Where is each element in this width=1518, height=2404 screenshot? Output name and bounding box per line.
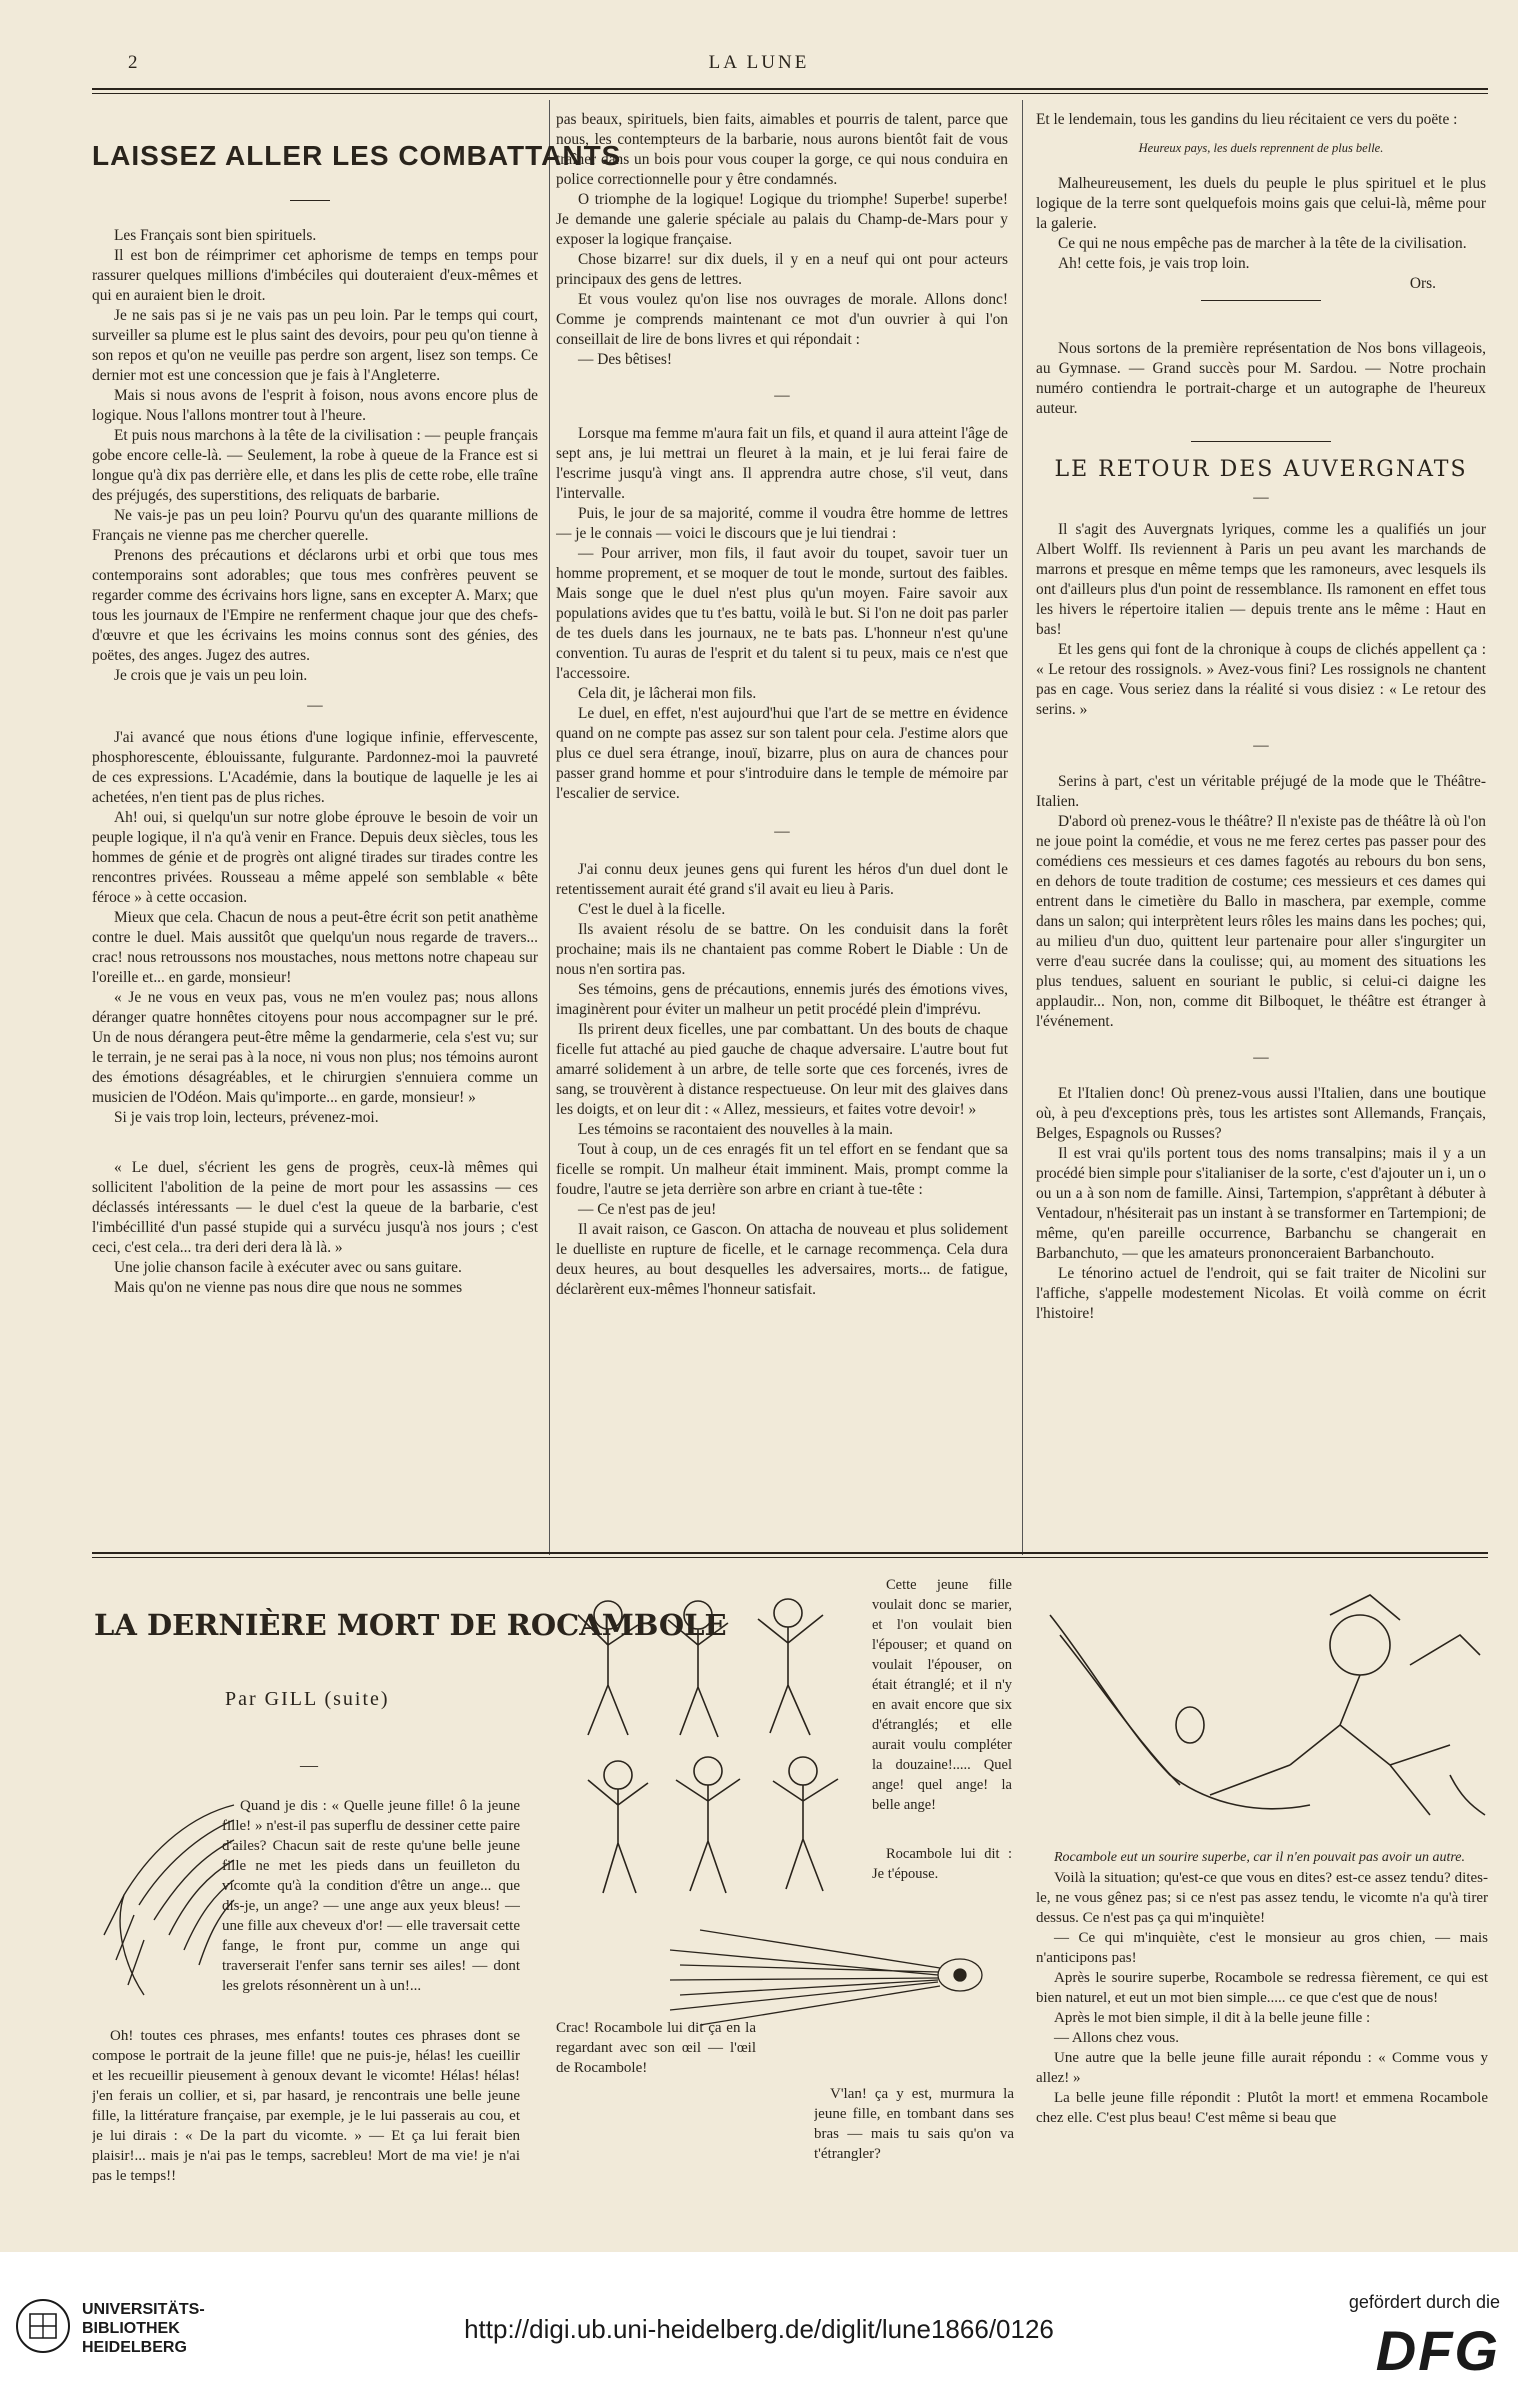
- paragraph: Ils avaient résolu de se battre. On les conduisit dans la forêt prochaine; mais ils ne chantaient pas comme Robert le Diable : Un de nous n'en sortira pas.: [556, 921, 1008, 978]
- article-title-rocambole: LA DERNIÈRE MORT DE ROCAMBOLE: [94, 1608, 727, 1642]
- title-rule: [290, 200, 330, 201]
- article-title-combattants: LAISSEZ ALLER LES COMBATTANTS: [92, 140, 622, 171]
- header-rule: [92, 88, 1488, 90]
- paragraph: — Des bêtises!: [578, 351, 673, 368]
- paragraph: Il est vrai qu'ils portent tous des noms transalpins; mais il y a un procédé bien simple pour s'italianiser de la sorte, c'est d'ajouter un i, un o ou un a à son nom de famille. Ainsi, Tartempion, s'apprêtant à débuter à Ventadour, n'hésiterait pas un instant à se transformer en Tartempioni; de même, qu'en pareille occurrence, Barbanchu se changerait en Barbanchuto, — que les amateurs prononceraient Barbanchouto.: [1036, 1145, 1486, 1262]
- theatre-notice: Nous sortons de la première représentation de Nos bons villageois, au Gymnase. — Grand succès pour M. Sardou. — Notre prochain numéro contiendra le portrait-charge et un autographe de l'heureux auteur.: [1036, 340, 1486, 417]
- section-rule: [92, 1552, 1488, 1554]
- funding-note: gefördert durch die: [1348, 2292, 1500, 2312]
- paragraph: Serins à part, c'est un véritable préjugé de la mode que le Théâtre-Italien.: [1036, 773, 1486, 810]
- paragraph: Et le lendemain, tous les gandins du lieu récitaient ce vers du poëte :: [1036, 111, 1458, 128]
- paragraph: Prenons des précautions et déclarons urbi et orbi que tous mes contemporains sont adorables; que tous mes confrères peuvent se regarder comme des écrivains hors ligne, sans en excepter A. Marx; que tous les journaux de l'Empire ne renferment chaque jour que des chefs-d'œuvre et que les écrivains les moins connus sont des génies, des poëtes, des anges. Jugez des autres.: [92, 547, 538, 664]
- paragraph: pas beaux, spirituels, bien faits, aimables et pourris de talent, parce que nous, les contempteurs de la barbarie, nous aurons bientôt fait de vous traîner dans un bois pour vous couper la gorge, ce qui nous conduira en police correctionnelle pour y être condamnés.: [556, 111, 1008, 188]
- paragraph: Ils prirent deux ficelles, une par combattant. Un des bouts de chaque ficelle fut attaché au pied gauche de chaque adversaire. L'autre bout fut amarré solidement à un arbre, de telle sorte que ces forcenés, ivres de sang, se trouvèrent à distance respectueuse. On leur mit des glaives dans les doigts, et on leur dit : « Allez, messieurs, et faites votre devoir! »: [556, 1021, 1008, 1118]
- article-title-auvergnats: LE RETOUR DES AUVERGNATS: [1054, 457, 1468, 482]
- caption-young-girl: Cette jeune fille voulait donc se marier, et l'on voulait bien l'épouser; et quand on voulait l'épouser, on était étranglé; et il n'y en avait encore que six d'étranglés; et elle aurait voulu compléter la douzaine!..... Quel ange! quel ange! la belle ange!: [872, 1577, 1012, 1813]
- paragraph: — Pour arriver, mon fils, il faut avoir du toupet, savoir tuer un homme proprement, et se moquer de tout le monde, surtout des faibles. Mais songe que le duel n'est plus qu'un moyen. Faire savoir aux populations avides que tu t'es battu, voilà le but. Si l'on ne doit pas parler de tes duels dans les journaux, ne te bats pas. L'honneur n'est qu'une convention. Tu auras de l'esprit et du talent si tu peux, mais ce n'est que l'accessoire.: [556, 545, 1008, 682]
- paragraph: Le ténorino actuel de l'endroit, qui se fait traiter de Nicolini sur l'affiche, s'appelle modestement Nicolas. Et voilà comme on écrit l'histoire!: [1036, 1265, 1486, 1322]
- angel-text-continued: [92, 2026, 520, 2236]
- paragraph: Il avait raison, ce Gascon. On attacha de nouveau et plus solidement le duelliste en rupture de ficelle, et le carnage recommença. Cela dura deux heures, au bout desquelles les adversaires, morts... de fatigue, déclarèrent eux-mêmes l'honneur satisfait.: [556, 1221, 1008, 1298]
- masthead-title: LA LUNE: [708, 52, 810, 73]
- paragraph: Si je vais trop loin, lecteurs, prévenez-moi.: [114, 1109, 379, 1126]
- source-url[interactable]: http://digi.ub.uni-heidelberg.de/diglit/lune1866/0126: [464, 2314, 1054, 2344]
- right-text: Rocambole eut un sourire superbe, car il n'en pouvait pas avoir un autre. Voilà la situation; qu'est-ce que vous en dites? est-ce assez tendu? dites-le, ne vous gênez pas; si ce n'est pas assez tendu, le vicomte n'a qu'à tirer dessus. Ce n'est pas ça qui m'inquiète! — Ce qui m'inquiète, c'est le monsieur au gros chien, — mais n'anticipons pas! Après le sourire superbe, Rocambole se redressa fièrement, ce qui est bien naturel, et eut un mot bien simple..... ce que c'est que de nous! Après le mot bien simple, il dit à la belle jeune fille : — Allons chez vous. Une autre que la belle jeune fille aurait répondu : « Comme vous y allez! » La belle jeune fille répondit : Plutôt la mort! et emmena Rocambole chez elle. C'est plus beau! C'est même si beau que: [1036, 1850, 1488, 2126]
- paragraph: Il est bon de réimprimer cet aphorisme de temps en temps pour rassurer quelques millions d'imbéciles qui douteraient d'eux-mêmes et qui en auraient bien le droit.: [92, 247, 538, 304]
- eye-rays-illustration: [660, 1920, 1010, 2030]
- paragraph: J'ai avancé que nous étions d'une logique infinie, effervescente, phosphorescente, éblouissante, fulgurante. Pardonnez-moi la pauvreté de ces expressions. L'Académie, dans la boutique de laquelle je les ai achetées, n'en tient pas de plus riches.: [92, 729, 538, 806]
- paragraph: Cela dit, je lâcherai mon fils.: [578, 685, 757, 702]
- paragraph: Ah! oui, si quelqu'un sur notre globe éprouve le besoin de voir un peuple logique, il n'a qu'à venir en France. Depuis deux siècles, tous les hommes de génie et de progrès ont aligné tirades sur tirades contre les rencontres privées. Rousseau a même appelé son semblable « bête féroce » à cette occasion.: [92, 809, 538, 906]
- verse: Heureux pays, les duels reprennent de plus belle.: [1138, 141, 1384, 155]
- column-divider-2: [1022, 100, 1023, 1555]
- angel-paragraph-2: Oh! toutes ces phrases, mes enfants! toutes ces phrases dont se compose le portrait de la jeune fille! que ne puis-je, hélas! les cueillir et les recueillir pieusement à genoux devant le vicomte! Hélas! hélas! j'en ferais un collier, et si, par hasard, je rencontrais une belle jeune fille, la littérature française, par exemple, je le lui passerais au cou, et je lui dirais : « De la part du vicomte. » — Et ça lui ferait bien plaisir!... mais je n'ai pas le temps, sacrebleu! Mort de ma vie! je n'ai pas le temps!!: [92, 2028, 520, 2184]
- paragraph: Ah! cette fois, je vais trop loin.: [1058, 255, 1250, 272]
- angel-paragraph-1: Quand je dis : « Quelle jeune fille! ô la jeune fille! » n'est-il pas superflu de dessiner cette paire d'ailes? Chacun sait de reste qu'une belle jeune fille ne met les pieds dans un feuilleton du vicomte qu'à la condition d'être un ange... que dis-je, un ange? — une ange aux yeux bleus! — une fille aux cheveux d'or! — elle traversait cette fange, le front pur, comme un ange qui traverserait l'enfer sans ternir ses ailes! — dont les grelots résonnèrent un à un!...: [222, 1798, 520, 1994]
- caption-rocambole: Rocambole lui dit : Je t'épouse.: [872, 1846, 1012, 1882]
- paragraph: Et vous voulez qu'on lise nos ouvrages de morale. Allons donc! Comme je comprends maintenant ce mot d'un ouvrier à qui l'on conseillait de lire de bons livres et qui répondait :: [556, 291, 1008, 348]
- paragraph: Il s'agit des Auvergnats lyriques, comme les a qualifiés un jour Albert Wolff. Ils reviennent à Paris un peu avant les marchands de marrons et presque en même temps que les ramoneurs, avec lesquels ils ont d'ailleurs plus d'un point de ressemblance. Ils ramonent en effet tous les hivers le répertoire italien — depuis trente ans le même : Haut en bas!: [1036, 521, 1486, 638]
- paragraph: Une jolie chanson facile à exécuter avec ou sans guitare.: [114, 1259, 462, 1276]
- paragraph: Je ne sais pas si je ne vais pas un peu loin. Par le temps qui court, surveiller sa plume est le plus saint des devoirs, pour peu qu'on tienne à son repos et qu'on ne veuille pas perdre son argent, lisez son temps. Ce dernier mot est une concession que je fais à l'Angleterre.: [92, 307, 538, 384]
- dfg-logo: DFG: [1375, 2319, 1500, 2382]
- paragraph: Le duel, en effet, n'est aujourd'hui que l'art de se mettre en évidence quand on ne compte pas assez sur son talent pour cela. J'estime alors que plus ce duel sera étrange, inouï, bizarre, plus on aura de chances pour passer grand homme et pour s'introduire dans le temple de mémoire par l'escalier de service.: [556, 705, 1008, 802]
- column-2-text: pas beaux, spirituels, bien faits, aimables et pourris de talent, parce que nous, les contempteurs de la barbarie, nous aurons bientôt fait de vous traîner dans un bois pour vous couper la gorge, ce qui nous conduira en police correctionnelle pour y être condamnés. O triomphe de la logique! Logique du triomphe! Superbe! superbe! Je demande une galerie spéciale au palais du Champ-de-Mars pour y exposer la logique française. Chose bizarre! sur dix duels, il y en a neuf qui ont pour acteurs principaux des gens de lettres. Et vous voulez qu'on lise nos ouvrages de morale. Allons donc! Comme je comprends maintenant ce mot d'un ouvrier à qui l'on conseillait de lire de bons livres et qui répondait : — Des bêtises! — Lorsque ma femme m'aura fait un fils, et quand il aura atteint l'âge de sept ans, je lui mettrai un fleuret à la main, et je lui ferai faire de l'escrime jusqu'à vingt ans. Il apprendra autre chose, s'il veut, dans l'intervalle. Puis, le jour de sa majorité, comme il voudra être homme de lettres — je le connais — voici le discours que je lui tiendrai : — Pour arriver, mon fils, il faut avoir du toupet, savoir tuer un homme proprement, et se moquer de tout le monde, surtout des faibles. Mais songe que le duel n'est plus qu'un moyen. Faire savoir aux populations avides que tu t'es battu, voilà le but. Si l'on ne doit pas parler de tes duels dans les journaux, ne te bats pas. L'honneur n'est qu'une convention. Tu auras de l'esprit et du talent si tu peux, mais ce n'est que l'accessoire. Cela dit, je lâcherai mon fils. Le duel, en effet, n'est aujourd'hui que l'art de se mettre en évidence quand on ne compte pas assez sur son talent pour cela. J'estime alors que plus ce duel sera étrange, inouï, bizarre, plus on aura de chances pour passer grand homme et pour s'introduire dans le temple de mémoire par l'escalier de service. — J'ai connu deux jeunes gens qui furent les héros d'un duel dont le retentissement aurait été grand s'il avait eu lieu à Paris. C'est le duel à la ficelle. Ils avaient résolu de se battre. On les conduisit dans la forêt prochaine; mais ils ne chantaient pas comme Robert le Diable : Un de nous n'en sortira pas. Ses témoins, gens de précautions, ennemis jurés des émotions vives, imaginèrent pour éviter un malheur un petit procédé plein d'imprévu. Ils prirent deux ficelles, une par combattant. Un des bouts de chaque ficelle fut attaché au pied gauche de chaque adversaire. L'autre bout fut amarré solidement à un arbre, de telle sorte que ces forcenés, ivres de sang, se trouvèrent à distance respectueuse. On leur mit des glaives dans les doigts, et on leur dit : « Allez, messieurs, et faites votre devoir! » Les témoins se racontaient des nouvelles à la main. Tout à coup, un de ces enragés fit un tel effort en se fendant que sa ficelle se rompit. Un malheur était imminent. Mais, prompt comme la foudre, l'autre se jeta derrière son arbre en criant à tue-tête : — Ce n'est pas de jeu! Il avait raison, ce Gascon. On attacha de nouveau et plus solidement le duelliste en rupture de ficelle, et le carnage recommença. Cela dura deux heures, au bout desquelles les adversaires, morts... de fatigue, déclarèrent eux-mêmes l'honneur satisfait.: [556, 111, 1008, 1298]
- paragraph: « Le duel, s'écrient les gens de progrès, ceux-là mêmes qui sollicitent l'abolition de la peine de mort pour les assassins — ces déclassés intéressants — le duel c'est la queue de la barbarie, c'est l'imbécillité d'un passé stupide qui a survécu jusqu'à nos jours ; c'est ceci, c'est cela... tra deri deri dera là là. »: [92, 1159, 538, 1256]
- paragraph: Et les gens qui font de la chronique à coups de clichés appellent ça : « Le retour des rossignols. » Avez-vous fini? Les rossignols ne chantent pas en cage. Vous seriez dans la réalité si vous disiez : « Le retour des serins. »: [1036, 641, 1486, 718]
- byline: Par GILL (suite): [225, 1688, 390, 1710]
- strangled-suitors-illustration: [548, 1575, 870, 1905]
- caption-vlan: V'lan! ça y est, murmura la jeune fille, en tombant dans ses bras — mais tu sais qu'on va t'étrangler?: [814, 2086, 1014, 2162]
- paragraph: — Ce n'est pas de jeu!: [578, 1201, 717, 1218]
- paragraph: C'est le duel à la ficelle.: [578, 901, 726, 918]
- paragraph: Mieux que cela. Chacun de nous a peut-être écrit son petit anathème contre le duel. Mais aussitôt que quelqu'un nous regarde de travers... crac! nous retroussons nos moustaches, nous mettons notre chapeau sur l'oreille et... en garde, monsieur!: [92, 909, 538, 986]
- paragraph: J'ai connu deux jeunes gens qui furent les héros d'un duel dont le retentissement aurait été grand s'il avait eu lieu à Paris.: [556, 861, 1008, 898]
- paragraph: Mais qu'on ne vienne pas nous dire que nous ne sommes: [114, 1279, 463, 1296]
- paragraph: Et puis nous marchons à la tête de la civilisation : — peuple français gobe encore celle-là. — Seulement, la robe à queue de la France est si longue qu'à dix pas derrière elle, et dans les plis de cette robe, elle traîne des préjugés, des superstitions, des reliquats de barbarie.: [92, 427, 538, 504]
- newspaper-page: 2 LA LUNE LAISSEZ ALLER LES COMBATTANTS Les Français sont bien spirituels. Il est bon de réimprimer cet aphorisme de temps en temps pour rassurer quelques millions d'imbéciles qui douteraient d'eux-mêmes et qui en auraient bien le droit. Je ne sais pas si je ne vais pas un peu loin. Par le temps qui court, surveiller sa plume est le plus saint des devoirs, pour peu qu'on tienne à son repos et qu'on ne veuille pas perdre son argent, lisez son temps. Ce dernier mot est une concession que je fais à l'Angleterre. Mais si nous avons de l'esprit à foison, nous avons encore plus de logique. Nous l'allons montrer tout à l'heure. Et puis nous marchons à la tête de la civilisation : — peuple français gobe encore celle-là. — Seulement, la robe à queue de la France est si longue qu'à dix pas derrière elle, et dans les plis de cette robe, elle traîne des préjugés, des superstitions, des reliquats de barbarie. Ne vais-je pas un peu loin? Pourvu qu'un des quarante millions de Français ne vienne pas me chercher querelle. Prenons des précautions et déclarons urbi et orbi que tous mes contemporains sont adorables; que tous mes confrères peuvent se regarder comme des écrivains hors ligne, sans en excepter A. Marx; que tous les journaux de l'Empire ne renferment chaque jour que des chefs-d'œuvre et que les écrivains les moins connus sont des génies, des poëtes, des anges. Jugez des autres. Je crois que je vais un peu loin. — J'ai avancé que nous étions d'une logique infinie, effervescente, phosphorescente, éblouissante, fulgurante. Pardonnez-moi la pauvreté de ces expressions. L'Académie, dans la boutique de laquelle je les ai achetées, n'en tient pas de plus riches. Ah! oui, si quelqu'un sur notre globe éprouve le besoin de voir un peuple logique, il n'a qu'à venir en France. Depuis deux siècles, tous les hommes de génie et de progrès ont aligné tirades sur tirades contre les rencontres privées. Rousseau a même appelé son semblable « bête féroce » à cette occasion. Mieux que cela. Chacun de nous a peut-être écrit son petit anathème contre le duel. Mais aussitôt que quelqu'un nous regarde de travers... crac! nous retroussons nos moustaches, nous mettons notre chapeau sur l'oreille et... en garde, monsieur! « Je ne vous en veux pas, vous ne m'en voulez pas; nous allons déranger quatre honnêtes citoyens pour nous accompagner sur le pré. Un de nous dérangera peut-être même la gendarmerie, cela s'est vu; sur le terrain, je ne serai pas à la noce, ni vous non plus; nos témoins auront des émotions désagréables, et le chirurgien s'ennuiera comme un musicien de l'Odéon. Mais qu'importe... en garde, monsieur! » Si je vais trop loin, lecteurs, prévenez-moi. « Le duel, s'écrient les gens de progrès, ceux-là mêmes qui sollicitent l'abolition de la peine de mort pour les assassins — ces déclassés intéressants — le duel c'est la queue de la barbarie, c'est l'imbécillité d'un passé stupide qui a survécu jusqu'à nos jours ; c'est ceci, c'est cela... tra deri deri dera là là. » Une jolie chanson facile à exécuter avec ou sans guitare. Mais qu'on ne vienne pas nous dire que nous ne sommes pas beaux, spirituels, bien faits, aimables et pourris de talent, parce que nous, les contempteurs de la barbarie, nous aurons bientôt fait de vous traîner dans un bois pour vous couper la gorge, ce qui nous conduira en police correctionnelle pour y être condamnés. O triomphe de la logique! Logique du triomphe! Superbe! superbe! Je demande une galerie spéciale au palais du Champ-de-Mars pour y exposer la logique française. Chose bizarre! sur dix duels, il y en a neuf qui ont pour acteurs principaux des gens de lettres. Et vous voulez qu'on lise nos ouvrages de morale. Allons donc! Comme je comprends maintenant ce mot d'un ouvrier à qui l'on conseillait de lire de bons livres et qui répondait : — Des bêtises! — Lorsque ma femme m'aura fait un fils, et quand il aura atteint l'âge de sept ans, je lui mettrai un fleuret à la main, et je lui ferai faire de l'escrime jusqu'à vingt ans. Il apprendra autre chose, s'il veut, dans l'intervalle. Puis, le jour de sa majorité, comme il voudra être homme de lettres — je le connais — voici le discours que je lui tiendrai : — Pour arriver, mon fils, il faut avoir du toupet, savoir tuer un homme proprement, et se moquer de tout le monde, surtout des faibles. Mais songe que le duel n'est plus qu'un moyen. Faire savoir aux populations avides que tu t'es battu, voilà le but. Si l'on ne doit pas parler de tes duels dans les journaux, ne te bats pas. L'honneur n'est qu'une convention. Tu auras de l'esprit et du talent si tu peux, mais ce n'est que l'accessoire. Cela dit, je lâcherai mon fils. Le duel, en effet, n'est aujourd'hui que l'art de se mettre en évidence quand on ne compte pas assez sur son talent pour cela. J'estime alors que plus ce duel sera étrange, inouï, bizarre, plus on aura de chances pour passer grand homme et pour s'introduire dans le temple de mémoire par l'escalier de service. — J'ai connu deux jeunes gens qui furent les héros d'un duel dont le retentissement aurait été grand s'il avait eu lieu à Paris. C'est le duel à la ficelle. Ils avaient résolu de se battre. On les conduisit dans la forêt prochaine; mais ils ne chantaient pas comme Robert le Diable : Un de nous n'en sortira pas. Ses témoins, gens de précautions, ennemis jurés des émotions vives, imaginèrent pour éviter un malheur un petit procédé plein d'imprévu. Ils prirent deux ficelles, une par combattant. Un des bouts de chaque ficelle fut attaché au pied gauche de chaque adversaire. L'autre bout fut amarré solidement à un arbre, de telle sorte que ces forcenés, ivres de sang, se trouvèrent à distance respectueuse. On leur mit des glaives dans les doigts, et on leur dit : « Allez, messieurs, et faites votre devoir! » Les témoins se racontaient des nouvelles à la main. Tout à coup, un de ces enragés fit un tel effort en se fendant que sa ficelle se rompit. Un malheur était imminent. Mais, prompt comme la foudre, l'autre se jeta derrière son arbre en criant à tue-tête : — Ce n'est pas de jeu! Il avait raison, ce Gascon. On attacha de nouveau et plus solidement le duelliste en rupture de ficelle, et le carnage recommença. Cela dura deux heures, au bout desquelles les adversaires, morts... de fatigue, déclarèrent eux-mêmes l'honneur satisfait. Et le lendemain, tous les gandins du lieu récitaient ce vers du poëte : Heureux pays, les duels reprennent de plus belle. Malheureusement, les duels du peuple le plus spirituel et le plus logique de la terre sont quelquefois moins gais que celui-là, même pour la galerie. Ce qui ne nous empêche pas de marcher à la tête de la civilisation. Ah! cette fois, je vais trop loin. Ors. Nous sortons de la première représentation de Nos bons villageois, au Gymnase. — Grand succès pour M. Sardou. — Notre prochain numéro contiendra le portrait-charge et un autographe de l'heureux auteur. LE RETOUR DES AUVERGNATS — Il s'agit des Auvergnats lyriques, comme les a qualifiés un jour Albert Wolff. Ils reviennent à Paris un peu avant les marchands de marrons et presque en même temps que les ramoneurs, avec lesquels ils ont d'ailleurs plus d'un point de ressemblance. Ils ramonent en effet tous les hivers le répertoire italien — depuis trente ans le même : Haut en bas! Et les gens qui font de la chronique à coups de clichés appellent ça : « Le retour des rossignols. » Avez-vous fini? Les rossignols ne chantent pas en cage. Vous seriez dans la réalité si vous disiez : « Le retour des serins. » — Serins à part, c'est un véritable préjugé de la mode que le Théâtre-Italien. D'abord où prenez-vous le théâtre? Il n'existe pas de théâtre là où l'on ne joue point la comédie, et vous ne me ferez certes pas passer pour des comédiens ces messieurs et ces dames fagotés au rebours du bon sens, en dehors de toute tradition de costume; ces messieurs et ces dames qui entrent dans le cimetière du Ballo in maschera, par exemple, comme dans un salon; qui interprètent leurs rôles les mains dans les poches; qui, au milieu d'un duo, quittent leur partenaire pour aller s'ingurgiter un verre d'eau sucrée dans la coulisse; qui, au moment des situations les plus tendues, saluent en souriant le public, si celui-ci daigne les applaudir... Non, non, comme dit Bilboquet, le théâtre est étranger à l'événement. — Et l'Italien donc! Où prenez-vous aussi l'Italien, dans une boutique où, à peu d'exceptions près, tous les artistes sont Allemands, Français, Belges, Espagnols ou Russes? Il est vrai qu'ils portent tous des noms transalpins; mais il y a un procédé bien simple pour s'italianiser de la sorte, c'est d'ajouter un i, un o ou un a à son nom de famille. Ainsi, Tartempion, s'apprêtant à débuter à Ventadour, n'hésiterait pas un instant à se transformer en Tartempioni; de même, qu'en pareille occurrence, Barbanchu se changerait en Barbanchuto, — que les amateurs prononceraient Barbanchouto. Le ténorino actuel de l'endroit, qui se fait traiter de Nicolini sur l'affiche, s'appelle modestement Nicolas. Et voilà comme on écrit l'histoire! LA DERNIÈRE MORT DE ROCAMBOLE Par GILL (suite) — Quand je dis : « Quelle jeune fille! ô la jeune fille! » n'est-il pas superflu de dessiner cette paire d'ailes? Chacun sait de reste qu'une belle jeune fille ne met les pieds dans un feuilleton du vicomte qu'à la condition d'être un ange... que dis-je, un ange? — une ange aux yeux bleus! — une fille aux cheveux d'or! — elle traversait cette fange, le front pur, comme un ange qui traverserait l'enfer sans ternir ses ailes! — dont les grelots résonnèrent un à un!... Oh! toutes ces phrases, mes enfants! toutes ces phrases dont se compose le portrait de la jeune fille! que ne puis-je, hélas! les cueillir et les recueillir pieusement à genoux devant le vicomte! Hélas! hélas! j'en ferais un collier, et si, par hasard, je rencontrais une belle jeune fille, la littérature française, par exemple, je le lui passerais au cou, et je lui dirais : « De la part du vicomte. » — Et ça lui ferait bien plaisir!... mais je n'ai pas le temps, sacrebleu! Mort de ma vie! je n'ai pas le temps!! Cette jeune fille voulait donc se marier, et l'on voulait bien l'épouser; et quand on voulait l'épouser, on était étranglé; et il n'y en avait encore que six d'étranglés; et elle aurait voulu compléter la douzaine!..... Quel ange! quel ange! la belle ange! Rocambole lui dit : Je t'épouse. Crac! Rocambole lui dit ça en la regardant avec son œil — l'œil de Rocambole! V'lan! ça y est, murmura la jeune fille, en tombant dans ses bras — mais tu sais qu'on va t'étrangler? Rocambole eut un sourire superbe, car il n'en pouvait pas avoir un autre. Voilà la situation; qu'est-ce que vous en dites? est-ce assez tendu? dites-le, ne vous gênez pas; si ce n'est pas assez tendu, le vicomte n'a qu'à tirer dessus. Ce n'est pas ça qui m'inquiète! — Ce qui m'inquiète, c'est le monsieur au gros chien, — mais n'anticipons pas! Après le sourire superbe, Rocambole se redressa fièrement, ce qui est bien naturel, et eut un mot bien simple..... ce que c'est que de nous! Après le mot bien simple, il dit à la belle jeune fille : — Allons chez vous. Une autre que la belle jeune fille aurait répondu : « Comme vous y allez! » La belle jeune fille répondit : Plutôt la mort! et emmena Rocambole chez elle. C'est plus beau! C'est même si beau que: [0, 0, 1518, 2252]
- paragraph: Lorsque ma femme m'aura fait un fils, et quand il aura atteint l'âge de sept ans, je lui mettrai un fleuret à la main, et je lui ferai faire de l'escrime jusqu'à vingt ans. Il apprendra autre chose, s'il veut, dans l'intervalle.: [556, 425, 1008, 502]
- page-number: 2: [128, 52, 141, 73]
- column-divider-1: [549, 100, 550, 1555]
- column-3-text: Et le lendemain, tous les gandins du lieu récitaient ce vers du poëte : Heureux pays, les duels reprennent de plus belle. Malheureusement, les duels du peuple le plus spirituel et le plus logique de la terre sont quelquefois moins gais que celui-là, même pour la galerie. Ce qui ne nous empêche pas de marcher à la tête de la civilisation. Ah! cette fois, je vais trop loin. Ors. Nous sortons de la première représentation de Nos bons villageois, au Gymnase. — Grand succès pour M. Sardou. — Notre prochain numéro contiendra le portrait-charge et un autographe de l'heureux auteur. LE RETOUR DES AUVERGNATS — Il s'agit des Auvergnats lyriques, comme les a qualifiés un jour Albert Wolff. Ils reviennent à Paris un peu avant les marchands de marrons et presque en même temps que les ramoneurs, avec lesquels ils ont d'ailleurs plus d'un point de ressemblance. Ils ramonent en effet tous les hivers le répertoire italien — depuis trente ans le même : Haut en bas! Et les gens qui font de la chronique à coups de clichés appellent ça : « Le retour des rossignols. » Avez-vous fini? Les rossignols ne chantent pas en cage. Vous seriez dans la réalité si vous disiez : « Le retour des serins. » — Serins à part, c'est un véritable préjugé de la mode que le Théâtre-Italien. D'abord où prenez-vous le théâtre? Il n'existe pas de théâtre là où l'on ne joue point la comédie, et vous ne me ferez certes pas passer pour des comédiens ces messieurs et ces dames fagotés au rebours du bon sens, en dehors de toute tradition de costume; ces messieurs et ces dames qui entrent dans le cimetière du Ballo in maschera, par exemple, comme dans un salon; qui interprètent leurs rôles les mains dans les poches; qui, au milieu d'un duo, quittent leur partenaire pour aller s'ingurgiter un verre d'eau sucrée dans la coulisse; qui, au moment des situations les plus tendues, saluent en souriant le public, si celui-ci daigne les applaudir... Non, non, comme dit Bilboquet, le théâtre est étranger à l'événement. — Et l'Italien donc! Où prenez-vous aussi l'Italien, dans une boutique où, à peu d'exceptions près, tous les artistes sont Allemands, Français, Belges, Espagnols ou Russes? Il est vrai qu'ils portent tous des noms transalpins; mais il y a un procédé bien simple pour s'italianiser de la sorte, c'est d'ajouter un i, un o ou un a à son nom de famille. Ainsi, Tartempion, s'apprêtant à débuter à Ventadour, n'hésiterait pas un instant à se transformer en Tartempioni; de même, qu'en pareille occurrence, Barbanchu se changerait en Barbanchuto, — que les amateurs prononceraient Barbanchouto. Le ténorino actuel de l'endroit, qui se fait traiter de Nicolini sur l'affiche, s'appelle modestement Nicolas. Et voilà comme on écrit l'histoire!: [1036, 111, 1486, 1322]
- section-rule-thin: [92, 1557, 1488, 1558]
- rocambole-flying-illustration: [1030, 1575, 1490, 1845]
- angel-text-wrap: [222, 1796, 520, 2026]
- caption-crac: Crac! Rocambole lui dit ça en la regardant avec son œil — l'œil de Rocambole!: [556, 2020, 756, 2076]
- paragraph: Chose bizarre! sur dix duels, il y en a neuf qui ont pour acteurs principaux des gens de lettres.: [556, 251, 1008, 288]
- column-1-text: Les Français sont bien spirituels. Il est bon de réimprimer cet aphorisme de temps en temps pour rassurer quelques millions d'imbéciles qui douteraient d'eux-mêmes et qui en auraient bien le droit. Je ne sais pas si je ne vais pas un peu loin. Par le temps qui court, surveiller sa plume est le plus saint des devoirs, pour peu qu'on tienne à son repos et qu'on ne veuille pas perdre son argent, lisez son temps. Ce dernier mot est une concession que je fais à l'Angleterre. Mais si nous avons de l'esprit à foison, nous avons encore plus de logique. Nous l'allons montrer tout à l'heure. Et puis nous marchons à la tête de la civilisation : — peuple français gobe encore celle-là. — Seulement, la robe à queue de la France est si longue qu'à dix pas derrière elle, et dans les plis de cette robe, elle traîne des préjugés, des superstitions, des reliquats de barbarie. Ne vais-je pas un peu loin? Pourvu qu'un des quarante millions de Français ne vienne pas me chercher querelle. Prenons des précautions et déclarons urbi et orbi que tous mes contemporains sont adorables; que tous mes confrères peuvent se regarder comme des écrivains hors ligne, sans en excepter A. Marx; que tous les journaux de l'Empire ne renferment chaque jour que des chefs-d'œuvre et que les écrivains les moins connus sont des génies, des poëtes, des anges. Jugez des autres. Je crois que je vais un peu loin. — J'ai avancé que nous étions d'une logique infinie, effervescente, phosphorescente, éblouissante, fulgurante. Pardonnez-moi la pauvreté de ces expressions. L'Académie, dans la boutique de laquelle je les ai achetées, n'en tient pas de plus riches. Ah! oui, si quelqu'un sur notre globe éprouve le besoin de voir un peuple logique, il n'a qu'à venir en France. Depuis deux siècles, tous les hommes de génie et de progrès ont aligné tirades sur tirades contre les rencontres privées. Rousseau a même appelé son semblable « bête féroce » à cette occasion. Mieux que cela. Chacun de nous a peut-être écrit son petit anathème contre le duel. Mais aussitôt que quelqu'un nous regarde de travers... crac! nous retroussons nos moustaches, nous mettons notre chapeau sur l'oreille et... en garde, monsieur! « Je ne vous en veux pas, vous ne m'en voulez pas; nous allons déranger quatre honnêtes citoyens pour nous accompagner sur le pré. Un de nous dérangera peut-être même la gendarmerie, cela s'est vu; sur le terrain, je ne serai pas à la noce, ni vous non plus; nos témoins auront des émotions désagréables, et le chirurgien s'ennuiera comme un musicien de l'Odéon. Mais qu'importe... en garde, monsieur! » Si je vais trop loin, lecteurs, prévenez-moi. « Le duel, s'écrient les gens de progrès, ceux-là mêmes qui sollicitent l'abolition de la peine de mort pour les assassins — ces déclassés intéressants — le duel c'est la queue de la barbarie, c'est l'imbécillité d'un passé stupide qui a survécu jusqu'à nos jours ; c'est ceci, c'est cela... tra deri deri dera là là. » Une jolie chanson facile à exécuter avec ou sans guitare. Mais qu'on ne vienne pas nous dire que nous ne sommes: [92, 227, 538, 1296]
- paragraph: Ses témoins, gens de précautions, ennemis jurés des émotions vives, imaginèrent pour éviter un malheur un petit procédé plein d'imprévu.: [556, 981, 1008, 1018]
- paragraph: D'abord où prenez-vous le théâtre? Il n'existe pas de théâtre là où l'on ne joue point la comédie, et vous ne me ferez certes pas passer pour des comédiens ces messieurs et ces dames fagotés au rebours du bon sens, en dehors de toute tradition de costume; ces messieurs et ces dames qui entrent dans le cimetière du Ballo in maschera, par exemple, comme dans un salon; qui interprètent leurs rôles les mains dans les poches; qui, au milieu d'un duo, quittent leur partenaire pour aller s'ingurgiter un verre d'eau sucrée dans la coulisse; qui, au moment des situations les plus tendues, saluent en souriant le public, si celui-ci daigne les applaudir... Non, non, comme dit Bilboquet, le théâtre est étranger à l'événement.: [1036, 813, 1486, 1030]
- paragraph: Je crois que je vais un peu loin.: [114, 667, 308, 684]
- paragraph: « Je ne vous en veux pas, vous ne m'en voulez pas; nous allons déranger quatre honnêtes citoyens pour nous accompagner sur le pré. Un de nous dérangera peut-être même la gendarmerie, cela s'est vu; sur le terrain, je ne serai pas à la noce, ni vous non plus; nos témoins auront des émotions désagréables, et le chirurgien s'ennuiera comme un musicien de l'Odéon. Mais qu'importe... en garde, monsieur! »: [92, 989, 538, 1106]
- paragraph: Puis, le jour de sa majorité, comme il voudra être homme de lettres — je le connais — voici le discours que je lui tiendrai :: [556, 505, 1008, 542]
- paragraph: Tout à coup, un de ces enragés fit un tel effort en se fendant que sa ficelle se rompit. Un malheur était imminent. Mais, prompt comme la foudre, l'autre se jeta derrière son arbre en criant à tue-tête :: [556, 1141, 1008, 1198]
- paragraph: O triomphe de la logique! Logique du triomphe! Superbe! superbe! Je demande une galerie spéciale au palais du Champ-de-Mars pour y exposer la logique française.: [556, 191, 1008, 248]
- library-name: UNIVERSITÄTS- BIBLIOTHEK HEIDELBERG: [82, 2301, 205, 2356]
- header-rule-thin: [92, 93, 1488, 94]
- paragraph: Malheureusement, les duels du peuple le plus spirituel et le plus logique de la terre sont quelquefois moins gais que celui-là, même pour la galerie.: [1036, 175, 1486, 232]
- paragraph: Ce qui ne nous empêche pas de marcher à la tête de la civilisation.: [1058, 235, 1467, 252]
- signature: Ors.: [1409, 275, 1436, 292]
- paragraph: Ne vais-je pas un peu loin? Pourvu qu'un des quarante millions de Français ne vienne pas me chercher querelle.: [92, 507, 538, 544]
- digitization-footer: [0, 2252, 1518, 2404]
- paragraph: Les Français sont bien spirituels.: [114, 227, 317, 244]
- paragraph: Les témoins se racontaient des nouvelles à la main.: [578, 1121, 893, 1138]
- paragraph: Et l'Italien donc! Où prenez-vous aussi l'Italien, dans une boutique où, à peu d'exceptions près, tous les artistes sont Allemands, Français, Belges, Espagnols ou Russes?: [1036, 1085, 1486, 1142]
- paragraph: Mais si nous avons de l'esprit à foison, nous avons encore plus de logique. Nous l'allons montrer tout à l'heure.: [92, 387, 538, 424]
